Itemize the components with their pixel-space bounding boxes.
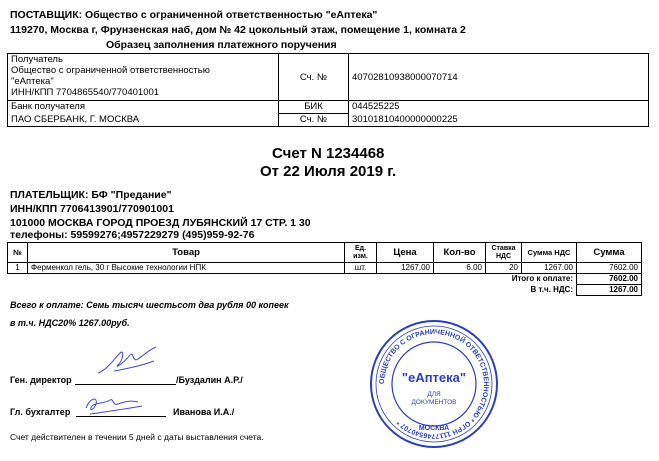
row-num: 1 bbox=[8, 263, 28, 274]
row-price: 1267.00 bbox=[377, 263, 434, 274]
total-label: Итого к оплате: bbox=[511, 274, 573, 284]
total-value: 7602.00 bbox=[577, 274, 642, 285]
row-unit: шт. bbox=[345, 263, 377, 274]
recipient-label: Получатель bbox=[11, 54, 63, 65]
bik-value: 044525225 bbox=[349, 101, 649, 114]
payer-phones: телефоны: 59599276;4957229279 (495)959-92-76 bbox=[10, 229, 255, 241]
payer-name: ПЛАТЕЛЬЩИК: БФ "Предание" bbox=[10, 189, 172, 201]
account-label: Сч. № bbox=[279, 54, 349, 101]
payment-sample-title: Образец заполнения платежного поручения bbox=[106, 39, 337, 51]
payer-inn: ИНН/КПП 7706413901/770901001 bbox=[10, 203, 174, 215]
bank-label: Банк получателя bbox=[8, 101, 279, 114]
col-header-vat-rate-2: НДС bbox=[495, 252, 512, 260]
total-in-words: Всего к оплате: Семь тысяч шестьсот два рубля 00 копеек bbox=[10, 300, 289, 310]
stamp-ring-text: ОБЩЕСТВО С ОГРАНИЧЕННОЙ ОТВЕТСТВЕННОСТЬЮ * ОГРН 1117746540707 * bbox=[378, 328, 490, 440]
payer-address: 101000 МОСКВА ГОРОД ПРОЕЗД ЛУБЯНСКИЙ 17 СТР. 1 30 bbox=[10, 217, 311, 229]
stamp-sub-2: ДОКУМЕНТОВ bbox=[411, 399, 457, 406]
bank-name: ПАО СБЕРБАНК, Г. МОСКВА bbox=[8, 114, 279, 127]
recipient-name-quoted: "еАптека" bbox=[11, 76, 54, 87]
items-table bbox=[7, 242, 642, 296]
table-row bbox=[8, 263, 642, 274]
bank-details-table bbox=[7, 53, 649, 127]
bik-label: БИК bbox=[279, 101, 349, 114]
supplier-name: ПОСТАВЩИК: Общество с ограниченной ответственностью "еАптека" bbox=[10, 9, 378, 21]
supplier-address: 119270, Москва г, Фрунзенская наб, дом № 42 цокольный этаж, помещение 1, комната 2 bbox=[10, 24, 466, 36]
recipient-name: Общество с ограниченной ответственностью bbox=[11, 65, 210, 76]
invoice-title: Счет N 1234468 bbox=[272, 145, 385, 162]
col-header-name: Товар bbox=[28, 243, 345, 263]
col-header-unit-2: изм. bbox=[353, 252, 368, 260]
director-name: /Буздалин А.Р./ bbox=[176, 375, 243, 385]
account-value: 40702810938000070714 bbox=[349, 54, 649, 101]
vat-in-words: в т.ч. НДС20% 1267.00руб. bbox=[10, 318, 130, 328]
col-header-vat-sum: Сумма НДС bbox=[522, 243, 577, 263]
row-vat-rate: 20 bbox=[486, 263, 522, 274]
recipient-inn: ИНН/КПП 7704865540/770401001 bbox=[11, 87, 160, 98]
col-header-unit-1: Ед. bbox=[354, 244, 367, 252]
invoice-date: От 22 Июля 2019 г. bbox=[260, 163, 397, 180]
vat-label: В т.ч. НДС: bbox=[530, 285, 573, 294]
col-header-qty: Кол-во bbox=[434, 243, 486, 263]
col-header-vat-rate bbox=[486, 243, 522, 263]
col-header-num: № bbox=[8, 243, 28, 263]
row-vat-sum: 1267.00 bbox=[522, 263, 577, 274]
recipient-cell bbox=[8, 54, 279, 101]
col-header-vat-rate-1: Ставка bbox=[491, 244, 516, 252]
corr-account-value: 30101810400000000225 bbox=[349, 114, 649, 127]
director-signature-line bbox=[75, 384, 176, 385]
col-header-sum: Сумма bbox=[577, 243, 642, 263]
corr-account-label: Сч. № bbox=[279, 114, 349, 127]
accountant-name: Иванова И.А./ bbox=[173, 407, 235, 417]
director-label: Ген. директор bbox=[10, 375, 72, 385]
row-sum: 7602.00 bbox=[577, 263, 642, 274]
stamp-city: МОСКВА bbox=[418, 425, 450, 432]
company-stamp bbox=[368, 318, 500, 450]
col-header-price: Цена bbox=[377, 243, 434, 263]
stamp-center-text: "еАптека" bbox=[401, 370, 467, 385]
row-name: Ферменкол гель, 30 г Высокие технологии НПК bbox=[28, 263, 345, 274]
stamp-sub-1: ДЛЯ bbox=[427, 391, 441, 398]
accountant-signature-line bbox=[76, 416, 166, 417]
validity-note: Счет действителен в течении 5 дней с даты выставления счета. bbox=[10, 432, 264, 442]
col-header-unit bbox=[345, 243, 377, 263]
director-signature bbox=[94, 341, 164, 381]
row-qty: 6.00 bbox=[434, 263, 486, 274]
accountant-label: Гл. бухгалтер bbox=[10, 407, 71, 417]
vat-value: 1267.00 bbox=[577, 285, 642, 296]
